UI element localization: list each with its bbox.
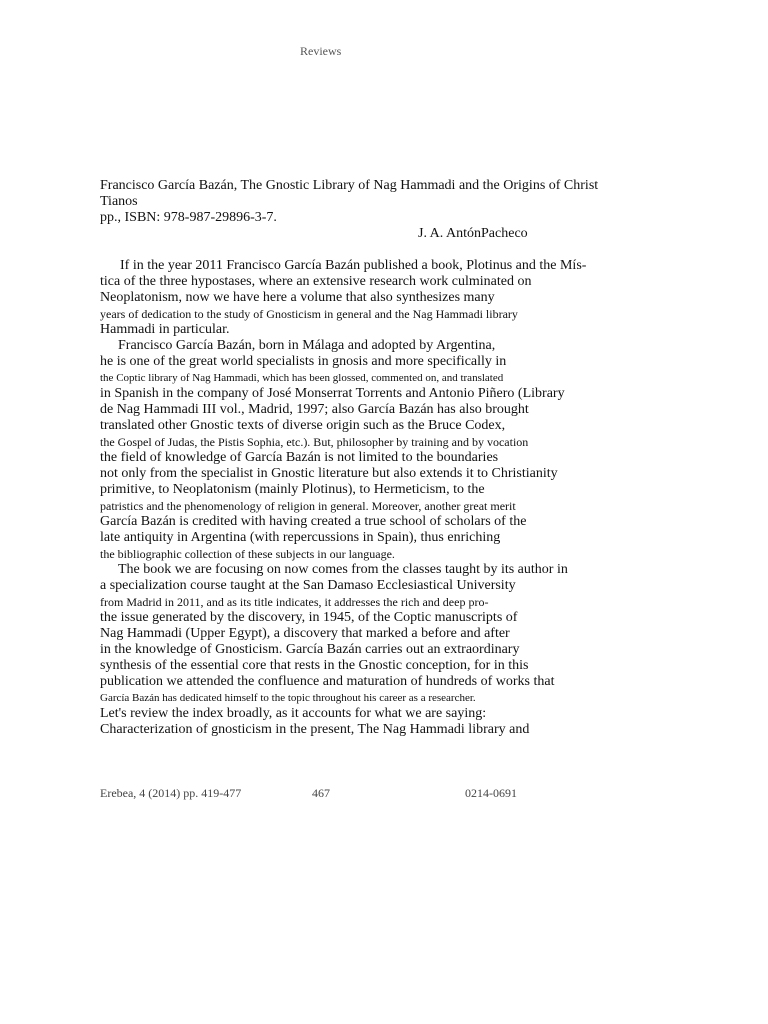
- review-body: [100, 258, 590, 738]
- book-citation: [100, 178, 620, 226]
- body-line: publication we attended the confluence and maturation of hundreds of works that: [100, 674, 555, 689]
- body-line: years of dedication to the study of Gnosticism in general and the Nag Hammadi library: [100, 307, 518, 321]
- footer-issn: 0214-0691: [465, 786, 517, 800]
- body-line: Francisco García Bazán, born in Málaga and adopted by Argentina,: [118, 338, 496, 353]
- body-line: García Bazán has dedicated himself to the topic throughout his career as a researcher.: [100, 692, 476, 704]
- body-line: Neoplatonism, now we have here a volume that also synthesizes many: [100, 290, 495, 305]
- body-line: Let's review the index broadly, as it accounts for what we are saying:: [100, 706, 487, 721]
- footer-journal: Erebea, 4 (2014) pp. 419-477: [100, 786, 242, 800]
- citation-isbn: pp., ISBN: 978-987-29896-3-7.: [100, 210, 277, 225]
- body-line: If in the year 2011 Francisco García Bazán published a book, Plotinus and the Mís-: [120, 258, 587, 273]
- body-line: the Gospel of Judas, the Pistis Sophia, etc.). But, philosopher by training and by vocation: [100, 435, 529, 449]
- body-line: de Nag Hammadi III vol., Madrid, 1997; also García Bazán has also brought: [100, 402, 529, 417]
- review-author: J. A. AntónPacheco: [418, 226, 528, 241]
- body-line: Hammadi in particular.: [100, 322, 230, 337]
- body-line: García Bazán is credited with having created a true school of scholars of the: [100, 514, 527, 529]
- body-line: the bibliographic collection of these subjects in our language.: [100, 547, 395, 561]
- body-line: The book we are focusing on now comes from the classes taught by its author in: [118, 562, 568, 577]
- body-line: the Coptic library of Nag Hammadi, which has been glossed, commented on, and translated: [100, 372, 504, 384]
- running-head: Reviews: [300, 44, 342, 58]
- body-line: a specialization course taught at the San Damaso Ecclesiastical University: [100, 578, 516, 593]
- citation-title-line: Francisco García Bazán, The Gnostic Library of Nag Hammadi and the Origins of Christ: [100, 178, 599, 193]
- body-line: translated other Gnostic texts of diverse origin such as the Bruce Codex,: [100, 418, 506, 433]
- body-line: from Madrid in 2011, and as its title indicates, it addresses the rich and deep pro-: [100, 595, 489, 609]
- body-line: in Spanish in the company of José Monserrat Torrents and Antonio Piñero (Library: [100, 386, 565, 401]
- body-line: synthesis of the essential core that rests in the Gnostic conception, for in this: [100, 658, 529, 673]
- body-line: he is one of the great world specialists in gnosis and more specifically in: [100, 354, 507, 369]
- body-line: in the knowledge of Gnosticism. García Bazán carries out an extraordinary: [100, 642, 520, 657]
- body-line: primitive, to Neoplatonism (mainly Plotinus), to Hermeticism, to the: [100, 482, 485, 497]
- footer-page-number: 467: [312, 786, 330, 800]
- citation-title-continuation: Tianos: [100, 194, 138, 209]
- body-line: Nag Hammadi (Upper Egypt), a discovery that marked a before and after: [100, 626, 510, 641]
- body-line: the issue generated by the discovery, in 1945, of the Coptic manuscripts of: [100, 610, 518, 625]
- body-line: not only from the specialist in Gnostic literature but also extends it to Christianity: [100, 466, 558, 481]
- body-line: Characterization of gnosticism in the present, The Nag Hammadi library and: [100, 722, 530, 737]
- body-line: late antiquity in Argentina (with repercussions in Spain), thus enriching: [100, 530, 501, 545]
- body-line: patristics and the phenomenology of religion in general. Moreover, another great merit: [100, 499, 516, 513]
- body-line: tica of the three hypostases, where an extensive research work culminated on: [100, 274, 532, 289]
- body-line: the field of knowledge of García Bazán is not limited to the boundaries: [100, 450, 499, 465]
